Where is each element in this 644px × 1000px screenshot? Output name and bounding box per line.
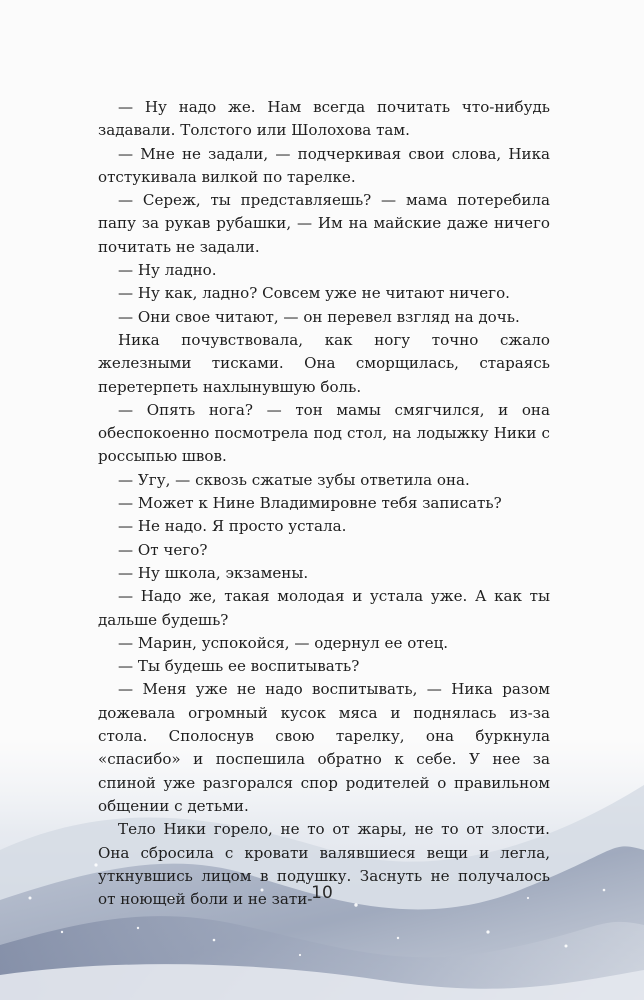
paragraph: — Не надо. Я просто устала. xyxy=(118,517,347,536)
page-number: 10 xyxy=(311,883,333,903)
paragraph: — Ну школа, экзамены. xyxy=(118,563,309,582)
paragraph: — Ну надо же. Нам всегда почитать что-нибудь задавали. Толстого или Шолохова там. xyxy=(98,98,550,140)
paragraph: Ника почувствовала, как ногу точно сжало железными тисками. Она сморщилась, стараясь перетерпеть нахлынувшую боль. xyxy=(98,330,550,396)
paragraph: — Мне не задали, — подчеркивая свои слова, Ника отстукивала вилкой по тарелке. xyxy=(98,144,550,186)
paragraph: — Они свое читают, — он перевел взгляд на дочь. xyxy=(118,307,520,326)
page-body-text xyxy=(98,96,550,911)
paragraph: — Угу, — сквозь сжатые зубы ответила она. xyxy=(118,470,470,489)
paragraph: — Ну ладно. xyxy=(118,261,217,280)
paragraph: — Опять нога? — тон мамы смягчился, и она обеспокоенно посмотрела под стол, на лодыжку Ники с россыпью швов. xyxy=(98,400,550,466)
paragraph: — Надо же, такая молодая и устала уже. А как ты дальше будешь? xyxy=(98,587,550,629)
paragraph: — Марин, успокойся, — одернул ее отец. xyxy=(118,633,449,652)
paragraph: Тело Ники горело, не то от жары, не то от злости. Она сбросила с кровати валявшиеся вещи и легла, уткнувшись лицом в подушку. Заснуть не получалось от ноющей боли и не зати- xyxy=(98,820,550,909)
paragraph: — Может к Нине Владимировне тебя записать? xyxy=(118,494,502,513)
paragraph: — Сереж, ты представляешь? — мама потеребила папу за рукав рубашки, — Им на майские даже ничего почитать не задали. xyxy=(98,191,550,256)
paragraph: — Ты будешь ее воспитывать? xyxy=(118,657,360,676)
paragraph: — Меня уже не надо воспитывать, — Ника разом дожевала огромный кусок мяса и поднялась из-за стола. Сполоснув свою тарелку, она буркнула «спасибо» и поспешила обратно к себе. У нее за спиной уже разгорался спор родителей о правильном общении с детьми. xyxy=(98,680,550,815)
paragraph: — Ну как, ладно? Совсем уже не читают ничего. xyxy=(118,284,510,303)
paragraph: — От чего? xyxy=(118,540,208,559)
